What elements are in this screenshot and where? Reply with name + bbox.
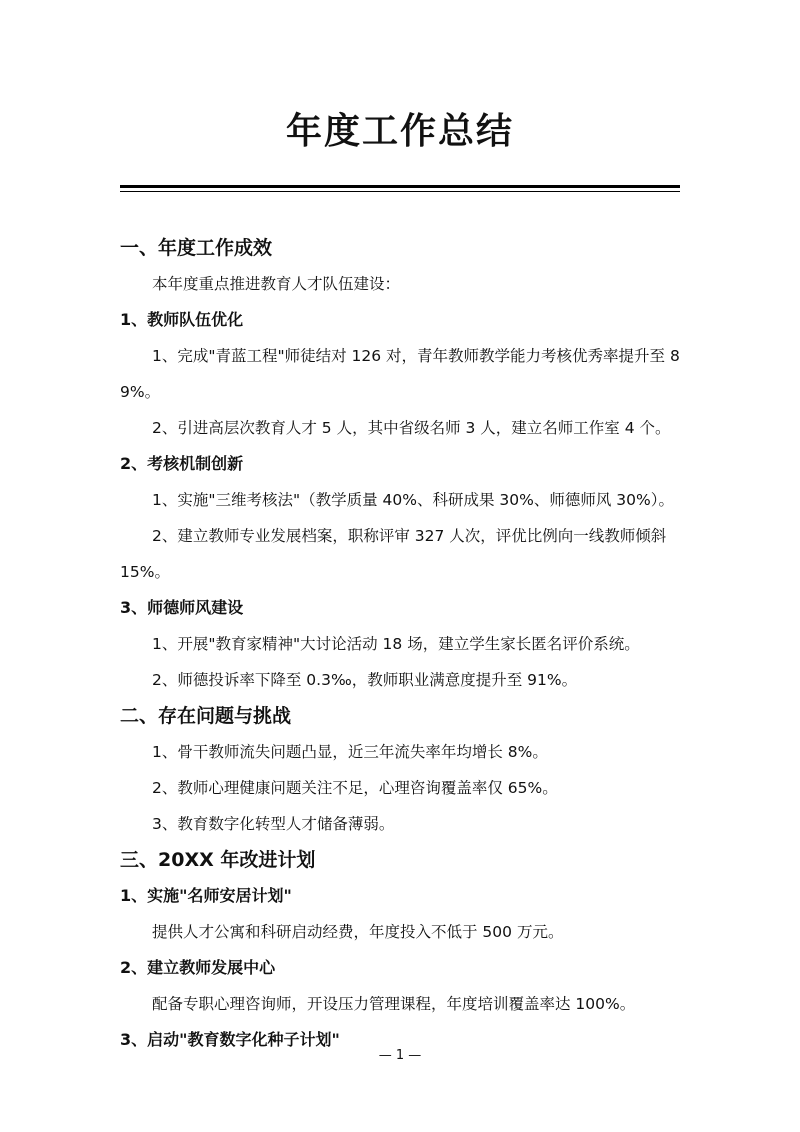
subsection-heading: 1、实施"名师安居计划" [120, 886, 292, 905]
rule-thin [120, 191, 680, 192]
list-item: 1、骨干教师流失问题凸显，近三年流失率年均增长 8%。 [152, 743, 548, 761]
section-heading: 一、年度工作成效 [120, 237, 273, 259]
list-item: 提供人才公寓和科研启动经费，年度投入不低于 500 万元。 [152, 923, 564, 941]
list-item: 2、师德投诉率下降至 0.3‰，教师职业满意度提升至 91%。 [152, 671, 578, 689]
subsection-heading: 3、启动"教育数字化种子计划" [120, 1030, 340, 1049]
list-item: 1、实施"三维考核法"（教学质量 40%、科研成果 30%、师德师风 30%）。 [152, 491, 675, 509]
page-title: 年度工作总结 [285, 111, 514, 152]
section-intro: 本年度重点推进教育人才队伍建设： [152, 275, 401, 293]
subsection-heading: 2、考核机制创新 [120, 454, 244, 473]
list-item: 2、建立教师专业发展档案，职称评审 327 人次，评优比例向一线教师倾斜 15%。 [120, 527, 667, 581]
subsection-heading: 1、教师队伍优化 [120, 310, 244, 329]
subsection-heading: 2、建立教师发展中心 [120, 958, 276, 977]
rule-thick [120, 185, 680, 188]
section-plan [120, 842, 680, 1058]
list-item: 2、引进高层次教育人才 5 人，其中省级名师 3 人，建立名师工作室 4 个。 [152, 419, 671, 437]
subsection-heading: 3、师德师风建设 [120, 598, 244, 617]
list-item: 3、教育数字化转型人才储备薄弱。 [152, 815, 395, 833]
section-achievements [120, 230, 680, 698]
page-number: — 1 — [378, 1048, 422, 1063]
section-heading: 三、20XX 年改进计划 [120, 849, 316, 871]
list-item: 1、开展"教育家精神"大讨论活动 18 场，建立学生家长匿名评价系统。 [152, 635, 640, 653]
list-item: 2、教师心理健康问题关注不足，心理咨询覆盖率仅 65%。 [152, 779, 558, 797]
list-item: 1、完成"青蓝工程"师徒结对 126 对，青年教师教学能力考核优秀率提升至 89%。 [120, 347, 680, 401]
section-problems [120, 698, 680, 842]
section-heading: 二、存在问题与挑战 [120, 705, 292, 727]
title-double-rule [120, 185, 680, 192]
document-body [120, 230, 680, 1058]
list-item: 配备专职心理咨询师，开设压力管理课程，年度培训覆盖率达 100%。 [152, 995, 636, 1013]
